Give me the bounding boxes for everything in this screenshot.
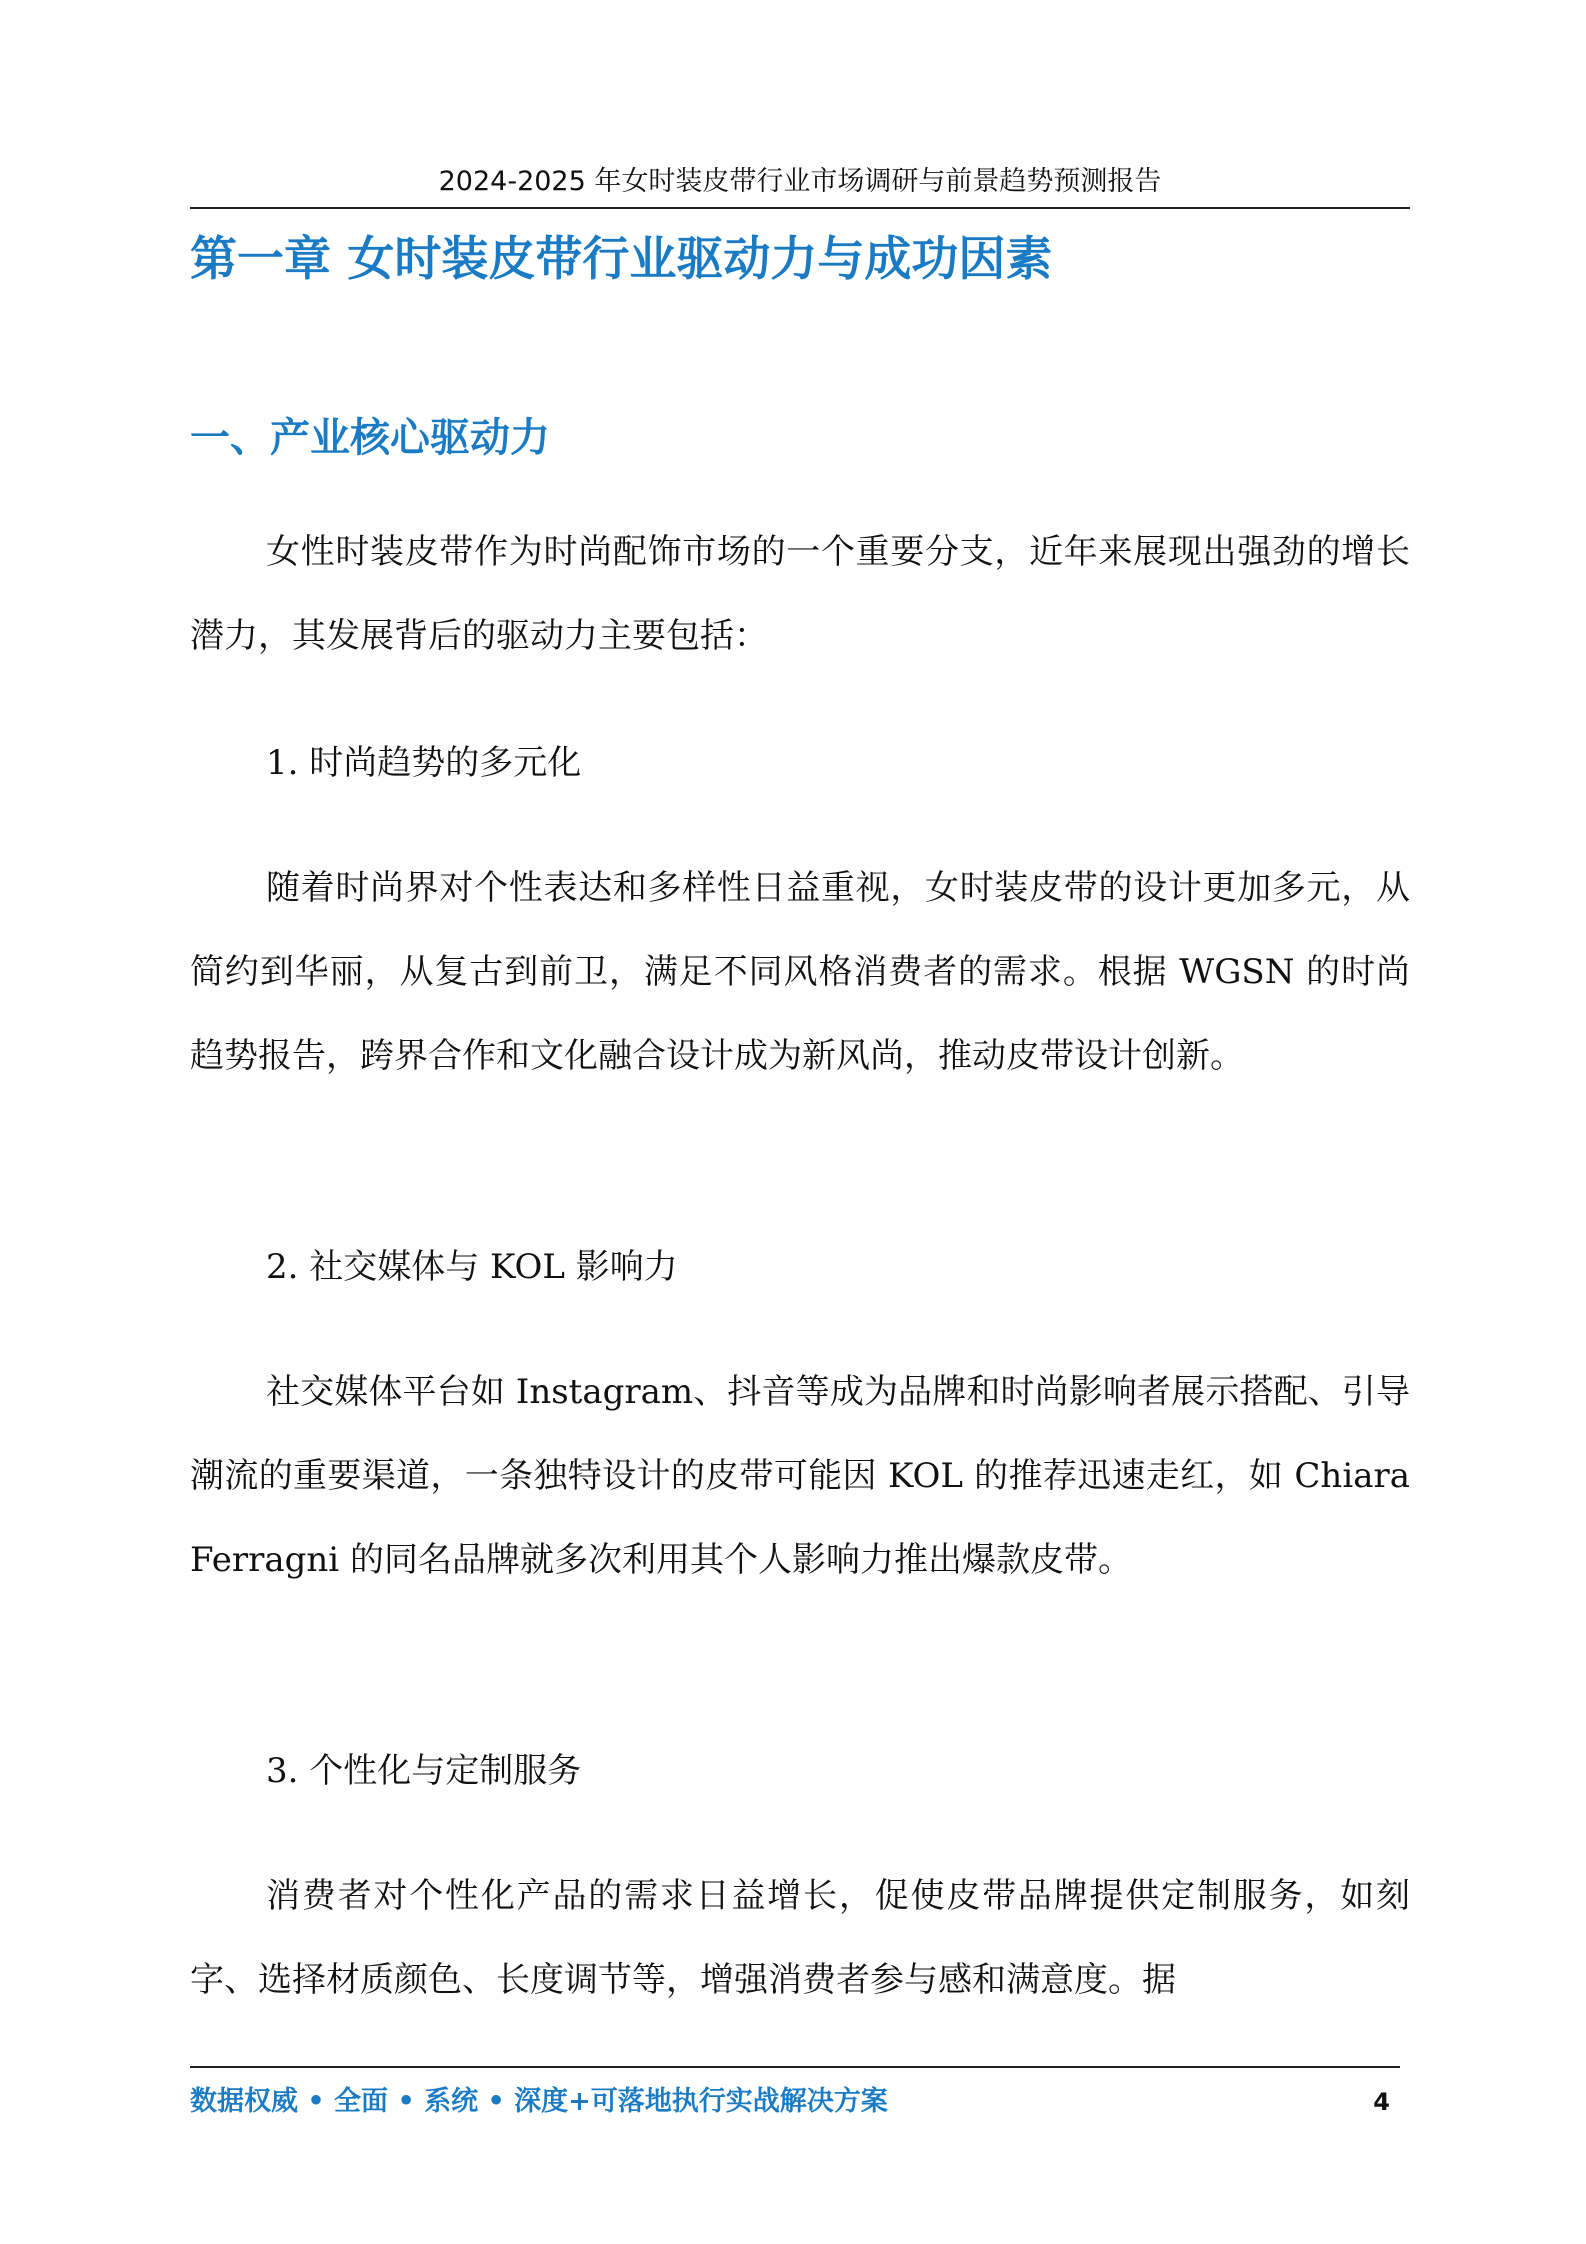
item-heading-2: 2. 社交媒体与 KOL 影响力 xyxy=(266,1247,678,1287)
item-body-2: 社交媒体平台如 Instagram、抖音等成为品牌和时尚影响者展示搭配、引导潮流的重要渠道，一条独特设计的皮带可能因 KOL 的推荐迅速走红，如 Chiara Ferragni 的同名品牌就多次利用其个人影响力推出爆款皮带。 xyxy=(190,1372,1410,1580)
footer-slogan: 数据权威 • 全面 • 系统 • 深度+可落地执行实战解决方案 xyxy=(190,2086,888,2117)
header-divider xyxy=(190,207,1410,209)
running-header: 2024-2025 年女时装皮带行业市场调研与前景趋势预测报告 xyxy=(438,166,1162,197)
footer-divider xyxy=(190,2066,1400,2068)
item-body-1: 随着时尚界对个性表达和多样性日益重视，女时装皮带的设计更加多元，从简约到华丽，从复古到前卫，满足不同风格消费者的需求。根据 WGSN 的时尚趋势报告，跨界合作和文化融合设计成为新风尚，推动皮带设计创新。 xyxy=(190,868,1410,1076)
intro-paragraph: 女性时装皮带作为时尚配饰市场的一个重要分支，近年来展现出强劲的增长潜力，其发展背后的驱动力主要包括： xyxy=(190,532,1410,656)
page-number: 4 xyxy=(1373,2088,1390,2116)
section-title: 一、产业核心驱动力 xyxy=(190,415,550,461)
item-body-3: 消费者对个性化产品的需求日益增长，促使皮带品牌提供定制服务，如刻字、选择材质颜色、长度调节等，增强消费者参与感和满意度。据 xyxy=(190,1876,1410,2000)
item-heading-3: 3. 个性化与定制服务 xyxy=(266,1751,582,1791)
item-heading-1: 1. 时尚趋势的多元化 xyxy=(266,743,582,783)
chapter-title: 第一章 女时装皮带行业驱动力与成功因素 xyxy=(190,232,1053,287)
